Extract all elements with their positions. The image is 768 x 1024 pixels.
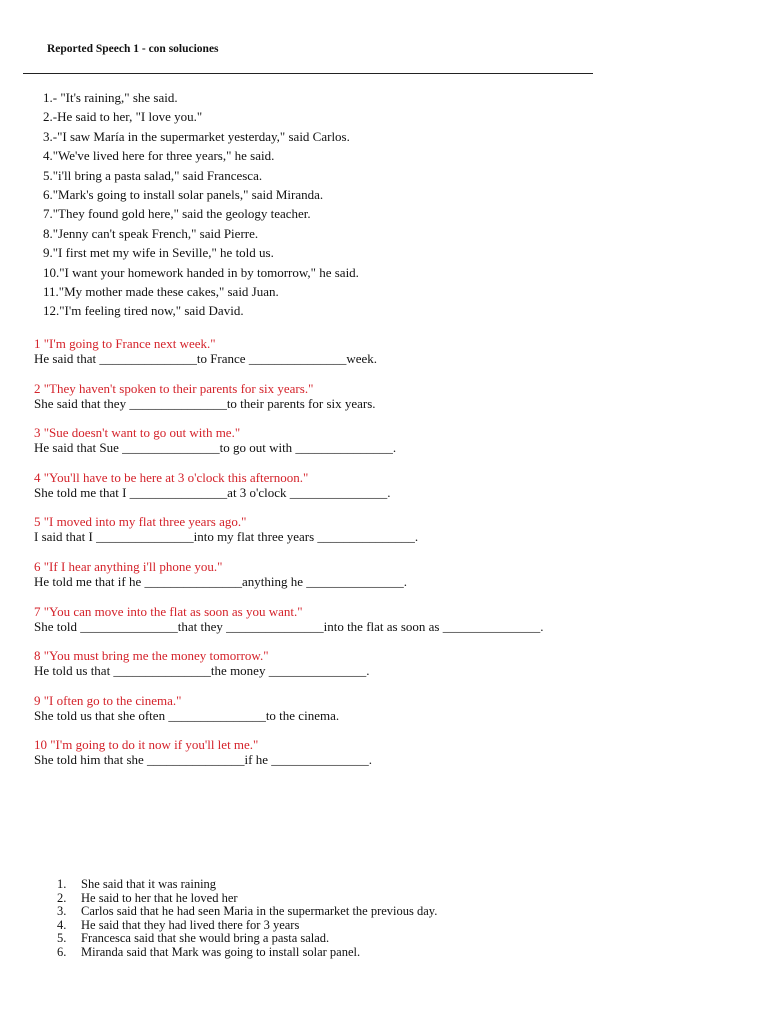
- sentence-item: 7."They found gold here," said the geology teacher.: [43, 206, 311, 222]
- exercise-item: [34, 648, 544, 693]
- solution-text: Carlos said that he had seen Maria in the supermarket the previous day.: [81, 904, 438, 919]
- solution-number: 5.: [57, 931, 67, 946]
- answer-line: She told us that she often _______________to the cinema.: [34, 707, 340, 723]
- sentence-item: 10."I want your homework handed in by tomorrow," he said.: [43, 264, 359, 280]
- sentence-item: 11."My mother made these cakes," said Juan.: [43, 284, 279, 300]
- solution-item: [57, 892, 437, 906]
- solution-item: [57, 932, 437, 946]
- answer-line: I said that I _______________into my flat three years _______________.: [34, 529, 419, 545]
- quote-line: 4 "You'll have to be here at 3 o'clock this afternoon.": [34, 469, 309, 485]
- sentence-item: 5."i'll bring a pasta salad," said Francesca.: [43, 167, 263, 183]
- sentence-item: 3.-"I saw María in the supermarket yesterday," said Carlos.: [43, 128, 350, 144]
- solutions-list: [57, 878, 437, 960]
- quote-line: 2 "They haven't spoken to their parents for six years.": [34, 380, 314, 396]
- solution-text: Francesca said that she would bring a pasta salad.: [81, 931, 330, 946]
- solution-item: [57, 919, 437, 933]
- answer-line: She told _______________that they _______________into the flat as soon as _______________.: [34, 618, 544, 634]
- quote-line: 8 "You must bring me the money tomorrow.": [34, 648, 269, 664]
- solution-number: 2.: [57, 890, 67, 905]
- exercise-item: [34, 425, 544, 470]
- document-title: Reported Speech 1 - con soluciones: [47, 43, 219, 55]
- solution-number: 6.: [57, 944, 67, 959]
- sentence-list: [43, 88, 359, 321]
- solution-item: [57, 878, 437, 892]
- exercise-item: [34, 559, 544, 604]
- quote-line: 6 "If I hear anything i'll phone you.": [34, 558, 223, 574]
- title-divider: [23, 73, 593, 74]
- sentence-item: 9."I first met my wife in Seville," he told us.: [43, 245, 274, 261]
- quote-line: 7 "You can move into the flat as soon as you want.": [34, 603, 303, 619]
- quote-line: 5 "I moved into my flat three years ago.": [34, 514, 247, 530]
- solution-number: 1.: [57, 877, 67, 891]
- quote-line: 10 "I'm going to do it now if you'll let me.": [34, 737, 259, 753]
- answer-line: She told him that she _______________if he _______________.: [34, 752, 372, 768]
- exercise-list: [34, 336, 544, 782]
- solution-number: 4.: [57, 917, 67, 932]
- exercise-item: [34, 693, 544, 738]
- exercise-item: [34, 514, 544, 559]
- solution-item: [57, 905, 437, 919]
- sentence-item: 12."I'm feeling tired now," said David.: [43, 303, 244, 319]
- sentence-item: 2.-He said to her, "I love you.": [43, 109, 203, 125]
- exercise-item: [34, 470, 544, 515]
- exercise-item: [34, 336, 544, 381]
- solution-number: 3.: [57, 904, 67, 919]
- answer-line: She said that they _______________to their parents for six years.: [34, 395, 376, 411]
- quote-line: 1 "I'm going to France next week.": [34, 336, 216, 351]
- solution-text: He said to her that he loved her: [81, 890, 238, 905]
- quote-line: 9 "I often go to the cinema.": [34, 692, 182, 708]
- answer-line: He told me that if he _______________anything he _______________.: [34, 573, 407, 589]
- answer-line: He said that Sue _______________to go out with _______________.: [34, 440, 397, 456]
- sentence-item: 8."Jenny can't speak French," said Pierre.: [43, 225, 259, 241]
- answer-line: She told me that I _______________at 3 o'clock _______________.: [34, 484, 391, 500]
- solution-text: He said that they had lived there for 3 years: [81, 917, 300, 932]
- exercise-item: [34, 737, 544, 782]
- sentence-item: 1.- "It's raining," she said.: [43, 90, 178, 105]
- solution-text: Miranda said that Mark was going to install solar panel.: [81, 944, 361, 959]
- quote-line: 3 "Sue doesn't want to go out with me.": [34, 425, 241, 441]
- answer-line: He said that _______________to France _______________week.: [34, 351, 378, 366]
- exercise-item: [34, 381, 544, 426]
- solution-text: She said that it was raining: [81, 877, 217, 891]
- sentence-item: 6."Mark's going to install solar panels," said Miranda.: [43, 187, 324, 203]
- sentence-item: 4."We've lived here for three years," he said.: [43, 148, 275, 164]
- answer-line: He told us that _______________the money _______________.: [34, 663, 370, 679]
- solution-item: [57, 946, 437, 960]
- exercise-item: [34, 604, 544, 649]
